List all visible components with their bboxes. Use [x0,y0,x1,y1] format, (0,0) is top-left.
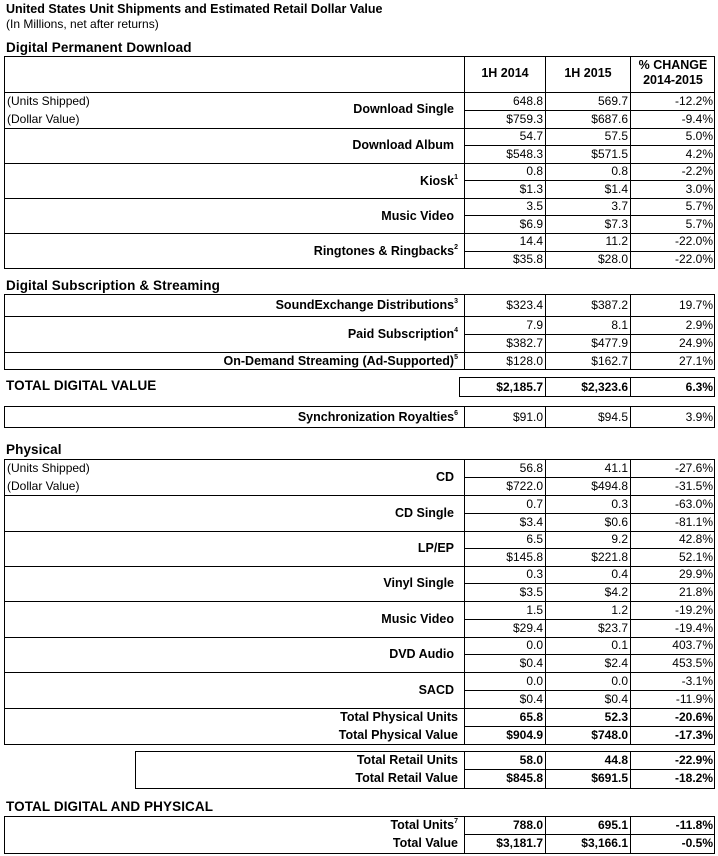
cell: -22.0% [674,234,713,248]
sync-royalties-label-text: Synchronization Royalties [297,410,455,424]
footnote-1: 1 [454,174,458,181]
cell: $477.9 [591,336,628,350]
cell: $0.4 [519,692,543,706]
cell: $759.3 [506,112,543,126]
report-subtitle: (In Millions, net after returns) [6,17,159,31]
footnote-6: 6 [454,410,458,417]
cell: -22.9% [674,753,713,767]
section-total-all: TOTAL DIGITAL AND PHYSICAL [6,799,214,814]
total-retail-value-label: Total Retail Value [355,771,458,785]
cell: $1.4 [604,182,628,196]
soundexchange-label [276,298,458,312]
cell: -17.3% [674,728,713,742]
cell: 9.2 [611,532,628,546]
cell: 0.0 [526,638,543,652]
cell: 41.1 [604,461,628,475]
soundexchange-label-text: SoundExchange Distributions [275,298,455,312]
cell: 3.5 [526,199,543,213]
cell: $3,166.1 [581,836,628,850]
cell: $23.7 [597,621,628,635]
cell: 403.7% [672,638,713,652]
cell: 24.9% [678,336,713,350]
total-digital-change: 6.3% [685,380,713,394]
kiosk-label [420,174,458,188]
sacd-label: SACD [418,683,454,697]
col-1h2015: 1H 2015 [564,66,612,80]
col-change-l1: % CHANGE [638,58,708,72]
cell: $1.3 [519,182,543,196]
total-physical-value-label: Total Physical Value [338,728,458,742]
grand-total-units-label-text: Total Units [390,818,455,832]
total-digital-2015: $2,323.6 [581,380,628,394]
sync-royalties-label [298,410,458,424]
cell: 8.1 [611,318,628,332]
cell: 5.7% [685,217,713,231]
cell: -63.0% [674,497,713,511]
ringtones-label [314,244,458,258]
kiosk-label-text: Kiosk [420,174,455,188]
ondemand-label-text: On-Demand Streaming (Ad-Supported) [223,354,455,368]
cd-label: CD [435,470,454,484]
download-album-label: Download Album [352,138,454,152]
cell: $7.3 [604,217,628,231]
cell: 0.0 [611,674,628,688]
cell: 0.3 [611,497,628,511]
cell: $128.0 [506,354,543,368]
cell: 453.5% [672,656,713,670]
cell: 1.5 [526,603,543,617]
footnote-3: 3 [454,298,458,305]
lp-ep-label: LP/EP [417,541,454,555]
cell: 6.5 [526,532,543,546]
cell: -11.8% [675,818,713,832]
cell: 54.7 [519,129,543,143]
cell: 42.8% [678,532,713,546]
cell: 5.0% [685,129,713,143]
cell: 0.7 [526,497,543,511]
cell: -12.2% [674,94,713,108]
physical-value-note: (Dollar Value) [7,479,80,493]
cell: -19.2% [674,603,713,617]
cell: $6.9 [519,217,543,231]
grand-total-value-label: Total Value [392,836,458,850]
cell: 788.0 [512,818,543,832]
section-digital-permanent: Digital Permanent Download [6,40,192,55]
cell: $0.6 [604,515,628,529]
cell: 0.0 [526,674,543,688]
cell: $691.5 [591,771,628,785]
cell: $29.4 [512,621,543,635]
cell: 52.3 [604,710,628,724]
cell: $382.7 [506,336,543,350]
cell: -22.0% [674,252,713,266]
dollar-value-note: (Dollar Value) [7,112,80,126]
footnote-7: 7 [454,818,458,825]
total-digital-2014: $2,185.7 [496,380,543,394]
cell: $0.4 [604,692,628,706]
physical-music-video-label: Music Video [381,612,454,626]
vinyl-single-label: Vinyl Single [383,576,454,590]
cell: -31.5% [674,479,713,493]
ringtones-label-text: Ringtones & Ringbacks [313,244,455,258]
cell: 11.2 [605,234,628,248]
section-physical: Physical [6,442,62,457]
cell: $91.0 [512,410,543,424]
cell: 56.8 [519,461,543,475]
cell: -2.2% [681,164,713,178]
col-1h2014: 1H 2014 [481,66,529,80]
cell: 14.4 [519,234,543,248]
cell: -20.6% [674,710,713,724]
cell: 3.0% [685,182,713,196]
cell: $2.4 [604,656,628,670]
cell: 58.0 [519,753,543,767]
cell: $94.5 [597,410,628,424]
cell: $748.0 [591,728,628,742]
cell: 52.1% [678,550,713,564]
cell: $3.4 [519,515,543,529]
paid-subscription-label-text: Paid Subscription [347,327,455,341]
cell: 0.3 [526,567,543,581]
cell: 4.2% [685,147,713,161]
cell: $3.5 [519,585,543,599]
cell: 65.8 [519,710,543,724]
cell: $35.8 [512,252,543,266]
footnote-5: 5 [454,354,458,361]
cell: 0.4 [611,567,628,581]
cell: -11.9% [675,692,713,706]
cell: -3.1% [681,674,713,688]
cell: 695.1 [597,818,628,832]
cell: $387.2 [591,298,628,312]
report-title: United States Unit Shipments and Estimated Retail Dollar Value [6,2,383,16]
cell: 2.9% [685,318,713,332]
ondemand-label [224,354,458,368]
cell: 648.8 [512,94,543,108]
cell: -19.4% [674,621,713,635]
cell: 569.7 [597,94,628,108]
cell: $3,181.7 [496,836,543,850]
dvd-audio-label: DVD Audio [389,647,454,661]
total-retail-units-label: Total Retail Units [356,753,458,767]
cell: 19.7% [678,298,713,312]
physical-units-note: (Units Shipped) [7,461,90,475]
cell: -0.5% [681,836,713,850]
total-digital-label: TOTAL DIGITAL VALUE [6,378,157,393]
cell: -18.2% [674,771,713,785]
download-single-label: Download Single [353,102,454,116]
units-shipped-note: (Units Shipped) [7,94,90,108]
cell: 7.9 [526,318,543,332]
cell: 0.8 [611,164,628,178]
cell: $323.4 [506,298,543,312]
cell: -9.4% [681,112,713,126]
cell: 5.7% [685,199,713,213]
cell: 0.1 [611,638,628,652]
total-physical-units-label: Total Physical Units [340,710,458,724]
cell: $722.0 [506,479,543,493]
cell: $687.6 [591,112,628,126]
cell: $28.0 [597,252,628,266]
cell: $145.8 [506,550,543,564]
paid-subscription-label [348,327,458,341]
cell: 29.9% [678,567,713,581]
cell: $548.3 [506,147,543,161]
cell: 27.1% [678,354,713,368]
cell: $4.2 [604,585,628,599]
footnote-4: 4 [454,327,458,334]
grand-total-units-label [390,818,458,832]
cell: $494.8 [591,479,628,493]
cell: $845.8 [506,771,543,785]
cell: -27.6% [674,461,713,475]
cd-single-label: CD Single [394,506,454,520]
cell: 57.5 [604,129,628,143]
cell: $904.9 [506,728,543,742]
digital-music-video-label: Music Video [381,209,454,223]
footnote-2: 2 [454,244,458,251]
col-change-l2: 2014-2015 [643,73,703,87]
section-subscription: Digital Subscription & Streaming [6,278,220,293]
cell: $0.4 [519,656,543,670]
cell: 21.8% [678,585,713,599]
cell: 0.8 [526,164,543,178]
cell: 3.9% [685,410,713,424]
cell: -81.1% [674,515,713,529]
cell: $162.7 [591,354,628,368]
cell: $221.8 [591,550,628,564]
cell: 1.2 [611,603,628,617]
cell: 44.8 [604,753,628,767]
cell: $571.5 [591,147,628,161]
cell: 3.7 [611,199,628,213]
